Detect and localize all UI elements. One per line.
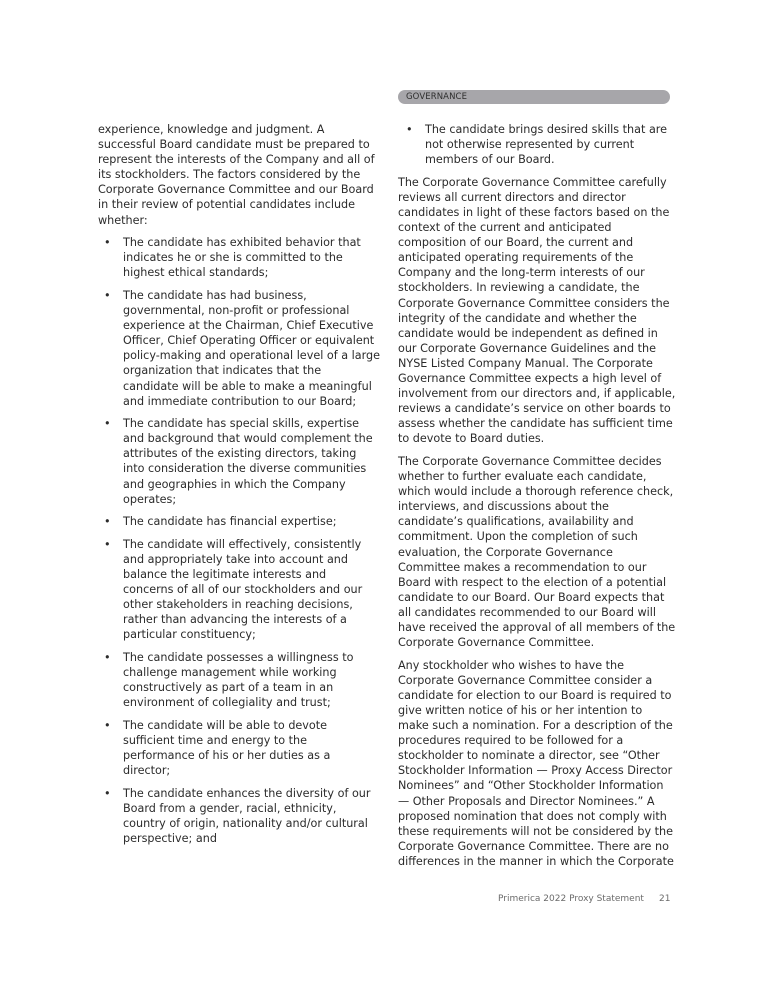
body-paragraph: Any stockholder who wishes to have the Corporate Governance Committee consider a candidate for election to our Board is required to give written notice of his or her intention to make such a nomination. For a description of the procedures required to be followed for a stockholder to nominate a director, see “Other Stockholder Information — Proxy Access Director Nominees” and “Other Stockholder Information — Other Proposals and Director Nominees.” A proposed nomination that does not comply with these requirements will not be considered by the Corporate Governance Committee. There are no differences in the manner in which the Corporate [398, 658, 674, 868]
bullet-icon: • [104, 288, 111, 302]
left-column [98, 122, 380, 854]
list-item: • The candidate has had business, governmental, non-profit or professional experience at the Chairman, Chief Executive Officer, Chief Operating Officer or equivalent policy-making and operational level of a large organization that indicates that the candidate will be able to make a meaningful and immediate contribution to our Board; [104, 288, 380, 408]
bullet-icon: • [104, 537, 111, 551]
bullet-icon: • [104, 718, 111, 732]
list-item: • The candidate enhances the diversity of our Board from a gender, racial, ethnicity, country of origin, nationality and/or cultural perspective; and [104, 786, 371, 846]
bullet-icon: • [104, 651, 111, 664]
bullet-icon: • [104, 417, 111, 431]
candidate-factors-list [98, 235, 380, 846]
list-item: • The candidate has special skills, expertise and background that would complement the attributes of the existing directors, taking into consideration the diverse communities and geographies in which the Company operates; [104, 417, 373, 506]
list-item: • The candidate has exhibited behavior that indicates he or she is committed to the highest ethical standards; [104, 236, 361, 280]
body-paragraph: The Corporate Governance Committee carefully reviews all current directors and director candidates in light of these factors based on the context of the current and anticipated composition of our Board, the current and anticipated operating requirements of the Company and the long-term interests of our stockholders. In reviewing a candidate, the Corporate Governance Committee considers the integrity of the candidate and whether the candidate would be independent as defined in our Corporate Governance Guidelines and the NYSE Listed Company Manual. The Corporate Governance Committee expects a high level of involvement from our directors and, if applicable, reviews a candidate’s service on other boards to assess whether the candidate has sufficient time to devote to Board duties. [398, 175, 676, 446]
footer-document-title: Primerica 2022 Proxy Statement [498, 894, 644, 904]
list-item: • The candidate brings desired skills that are not otherwise represented by current members of our Board. [406, 123, 668, 167]
bullet-icon: • [104, 786, 111, 800]
list-item: • The candidate will be able to devote sufficient time and energy to the performance of his or her duties as a director; [104, 718, 331, 778]
section-label: GOVERNANCE [406, 92, 468, 102]
body-paragraph: The Corporate Governance Committee decides whether to further evaluate each candidate, which would include a thorough reference check, interviews, and discussions about the candidate’s qualifications, availability and commitment. Upon the completion of such evaluation, the Corporate Governance Committee makes a recommendation to our Board with respect to the election of a potential candidate to our Board. Our Board expects that all candidates recommended to our Board will have received the approval of all members of the Corporate Governance Committee. [398, 454, 676, 650]
list-item: • The candidate has financial expertise; [104, 515, 337, 529]
candidate-factors-list-continued [398, 122, 676, 167]
bullet-icon: • [104, 515, 111, 529]
section-header-governance [398, 90, 670, 104]
list-item: • The candidate will effectively, consistently and appropriately take into account and balance the legitimate interests and concerns of all of our stockholders and our other stakeholders in reaching decisions, rather than advancing the interests of a particular constituency; [104, 537, 363, 642]
bullet-icon: • [406, 123, 413, 136]
right-column [398, 122, 676, 877]
page-number: 21 [659, 894, 671, 904]
bullet-icon: • [104, 236, 111, 250]
list-item: • The candidate possesses a willingness to challenge management while working constructively as part of a team in an environment of collegiality and trust; [104, 651, 354, 710]
intro-paragraph: experience, knowledge and judgment. A successful Board candidate must be prepared to represent the interests of the Company and all of its stockholders. The factors considered by the Corporate Governance Committee and our Board in their review of potential candidates include whether: [98, 123, 375, 227]
